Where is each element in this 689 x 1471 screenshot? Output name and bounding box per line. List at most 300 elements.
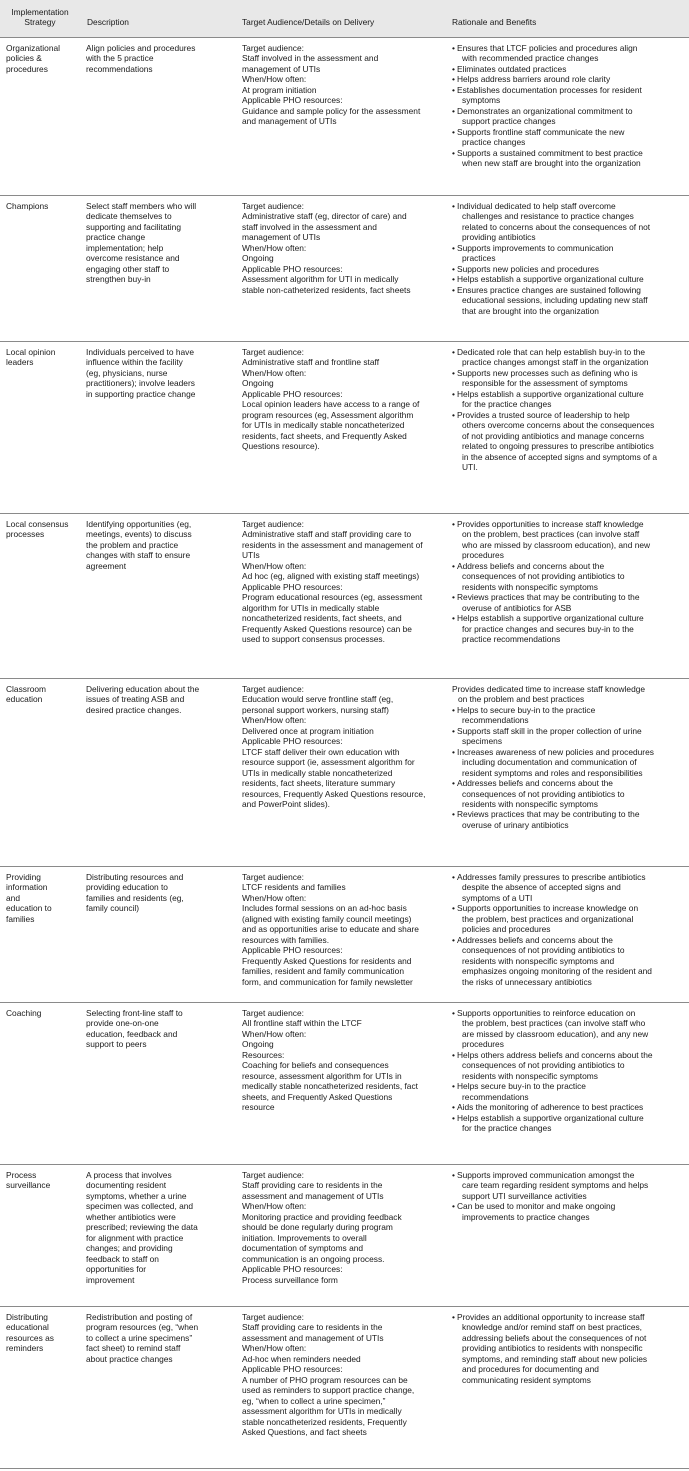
- strategy-cell: [0, 1003, 80, 1164]
- rationale-item: [452, 1008, 686, 1050]
- rationale-line: • Reviews practices that may be contributing to the: [452, 592, 686, 602]
- table-row: [0, 514, 689, 679]
- strategy-cell-line: processes: [6, 529, 45, 540]
- target-cell-line: Target audience:: [242, 1312, 304, 1322]
- description-cell-line: about practice changes: [86, 1353, 173, 1364]
- rationale-line: for practice changes and secures buy-in to the: [462, 623, 634, 634]
- strategy-cell-line: families: [6, 913, 35, 924]
- rationale-line: • Eliminates outdated practices: [452, 64, 686, 74]
- rationale-line: • Supports improved communication amongst the: [452, 1170, 686, 1180]
- rationale-line: residents with nonspecific symptoms: [462, 1070, 598, 1081]
- rationale-line: the problem, best practices (can involve staff who: [462, 1018, 646, 1029]
- target-cell-line: Education would serve frontline staff (eg,: [242, 694, 394, 705]
- description-cell-line: families and residents (eg,: [86, 892, 184, 903]
- rationale-line: • Supports a sustained commitment to best practice: [452, 148, 686, 158]
- target-cell-line: management of UTIs: [242, 232, 321, 243]
- rationale-line: in the absence of accepted signs and symptoms of a: [462, 451, 658, 462]
- target-cell-line: UTIs in medically stable noncatheterized: [242, 767, 393, 778]
- target-cell-line: LTCF residents and families: [242, 882, 346, 893]
- strategy-cell: [0, 679, 80, 866]
- strategy-cell-line: procedures: [6, 63, 48, 74]
- header-rationale: Rationale and Benefits: [452, 17, 537, 27]
- target-cell-line: UTIs: [242, 550, 260, 561]
- rationale-line: • Demonstrates an organizational commitment to: [452, 106, 686, 116]
- rationale-line: Provides dedicated time to increase staff knowledge: [452, 684, 646, 694]
- strategy-cell-line: Champions: [6, 201, 49, 211]
- rationale-line: consequences of not providing antibiotics to: [462, 945, 625, 956]
- rationale-line: the risks of unnecessary antibiotics: [462, 976, 592, 987]
- rationale-line: of not providing antibiotics and manage concerns: [462, 430, 645, 441]
- rationale-line: support practice changes: [462, 116, 556, 127]
- table-header-row: [0, 0, 689, 38]
- description-cell: [80, 514, 236, 678]
- rationale-line: • Dedicated role that can help establish buy-in to the: [452, 347, 686, 357]
- target-cell-line: Target audience:: [242, 347, 304, 357]
- target-cell-line: Questions resource).: [242, 441, 320, 452]
- strategy-cell-line: Coaching: [6, 1008, 42, 1018]
- strategy-cell-line: Process: [6, 1170, 37, 1180]
- rationale-line: • Supports opportunities to reinforce education on: [452, 1008, 686, 1018]
- description-cell-line: program resources (eg, “when: [86, 1322, 199, 1333]
- target-cell-line: resources, Frequently Asked Questions resource,: [242, 788, 426, 799]
- rationale-line: despite the absence of accepted signs and: [462, 882, 621, 893]
- target-cell-line: All frontline staff within the LTCF: [242, 1018, 362, 1029]
- target-cell-line: program resources (eg, Assessment algorithm: [242, 409, 414, 420]
- strategy-cell-line: Local consensus: [6, 519, 69, 529]
- rationale-line: knowledge and/or remind staff on best practices,: [462, 1322, 643, 1333]
- description-cell: [80, 1165, 236, 1306]
- target-cell-line: Staff involved in the assessment and: [242, 53, 379, 64]
- target-cell-line: sheets, and Frequently Asked Questions: [242, 1091, 393, 1102]
- target-cell-line: Monitoring practice and providing feedback: [242, 1211, 402, 1222]
- rationale-line: practice changes amongst staff in the organization: [462, 357, 649, 368]
- target-cell-line: Coaching for beliefs and consequences: [242, 1060, 389, 1071]
- rationale-line: consequences of not providing antibiotics to: [462, 1060, 625, 1071]
- table-row: [0, 342, 689, 514]
- rationale-list: [452, 1312, 686, 1385]
- rationale-cell: [447, 342, 689, 513]
- rationale-line: challenges and resistance to practice changes: [462, 211, 634, 222]
- target-cell-line: Program educational resources (eg, assessment: [242, 592, 423, 603]
- header-strategy: [0, 0, 80, 37]
- strategy-cell-line: Local opinion: [6, 347, 56, 357]
- description-cell-line: recommendations: [86, 63, 153, 74]
- rationale-line: recommendations: [462, 1091, 529, 1102]
- rationale-line: • Address beliefs and concerns about the: [452, 561, 686, 571]
- target-cell-line: Target audience:: [242, 519, 304, 529]
- rationale-line: consequences of not providing antibiotics to: [462, 788, 625, 799]
- target-cell: [236, 514, 447, 678]
- table-row: [0, 196, 689, 342]
- target-cell-line: residents in the assessment and management of: [242, 539, 423, 550]
- description-cell-line: in supporting practice change: [86, 388, 196, 399]
- description-cell-line: documenting resident: [86, 1180, 167, 1191]
- rationale-line: practice changes: [462, 137, 526, 148]
- rationale-line: • Supports improvements to communication: [452, 243, 686, 253]
- rationale-line: specimens: [462, 736, 503, 747]
- rationale-line: • Addresses beliefs and concerns about the: [452, 778, 686, 788]
- rationale-item: [452, 684, 686, 705]
- rationale-line: responsible for the assessment of symptoms: [462, 378, 628, 389]
- target-cell-line: Applicable PHO resources:: [242, 95, 343, 106]
- rationale-line: • Supports new processes such as defining who is: [452, 368, 686, 378]
- strategy-cell: [0, 342, 80, 513]
- description-cell-line: desired practice changes.: [86, 704, 182, 715]
- rationale-list: [452, 43, 686, 168]
- strategy-cell-line: Organizational: [6, 43, 61, 53]
- rationale-line: including documentation and communication of: [462, 757, 637, 768]
- target-cell-line: stable non-catheterized residents, fact sheets: [242, 284, 411, 295]
- rationale-line: • Helps secure buy-in to the practice: [452, 1081, 686, 1091]
- rationale-list: [452, 201, 686, 316]
- description-cell-line: feedback to staff on: [86, 1253, 159, 1264]
- description-cell-line: meetings, events) to discuss: [86, 529, 192, 540]
- rationale-item: [452, 389, 686, 410]
- description-cell-line: education, feedback and: [86, 1028, 178, 1039]
- rationale-line: recommendations: [462, 715, 529, 726]
- description-cell-line: practice change: [86, 232, 146, 243]
- rationale-item: [452, 1201, 686, 1222]
- rationale-line: improvements to practice changes: [462, 1211, 590, 1222]
- rationale-line: • Helps establish a supportive organizational culture: [452, 1113, 686, 1123]
- rationale-cell: [447, 679, 689, 866]
- target-cell-line: algorithm for UTIs in medically stable: [242, 602, 380, 613]
- rationale-line: • Individual dedicated to help staff overcome: [452, 201, 686, 211]
- rationale-line: consequences of not providing antibiotics to: [462, 571, 625, 582]
- description-cell-line: symptoms, whether a urine: [86, 1190, 187, 1201]
- target-cell-line: When/How often:: [242, 1343, 307, 1354]
- rationale-line: • Provides an additional opportunity to increase staff: [452, 1312, 686, 1322]
- target-cell-line: Applicable PHO resources:: [242, 736, 343, 747]
- description-cell-line: supporting and facilitating: [86, 221, 181, 232]
- target-cell-line: Frequently Asked Questions for residents and: [242, 955, 412, 966]
- rationale-line: addressing beliefs about the consequences of not: [462, 1332, 647, 1343]
- target-cell: [236, 1003, 447, 1164]
- rationale-cell: [447, 38, 689, 195]
- target-cell-line: assessment and management of UTIs: [242, 1190, 384, 1201]
- rationale-list: [452, 1008, 686, 1133]
- target-cell-line: Administrative staff (eg, director of care) and: [242, 211, 407, 222]
- rationale-item: [452, 201, 686, 243]
- rationale-item: [452, 778, 686, 809]
- target-cell-line: families, resident and family communication: [242, 966, 404, 977]
- rationale-cell: [447, 867, 689, 1002]
- description-cell-line: strengthen buy-in: [86, 274, 151, 285]
- rationale-line: • Supports new policies and procedures: [452, 264, 686, 274]
- rationale-item: [452, 1113, 686, 1134]
- rationale-line: • Supports opportunities to increase knowledge on: [452, 903, 686, 913]
- target-cell-line: Asked Questions, and fact sheets: [242, 1426, 367, 1437]
- rationale-item: [452, 1050, 686, 1081]
- rationale-list: [452, 347, 686, 472]
- rationale-item: [452, 809, 686, 830]
- rationale-line: practice recommendations: [462, 633, 561, 644]
- rationale-item: [452, 243, 686, 264]
- target-cell-line: noncatheterized residents, fact sheets, and: [242, 613, 402, 624]
- rationale-line: residents with nonspecific symptoms and: [462, 955, 615, 966]
- target-cell-line: Ad hoc (eg, aligned with existing staff meetings): [242, 571, 420, 582]
- target-cell-line: Guidance and sample policy for the assessment: [242, 105, 421, 116]
- rationale-item: [452, 127, 686, 148]
- target-cell-line: initiation. Improvements to overall: [242, 1232, 367, 1243]
- table-row: [0, 1003, 689, 1165]
- target-cell-line: Target audience:: [242, 872, 304, 882]
- table-body: [0, 38, 689, 1469]
- description-cell-line: improvement: [86, 1274, 135, 1285]
- target-cell-line: Applicable PHO resources:: [242, 945, 343, 956]
- description-cell: [80, 1307, 236, 1468]
- description-cell-line: opportunities for: [86, 1264, 147, 1275]
- rationale-line: symptoms of a UTI: [462, 892, 533, 903]
- target-cell-line: Administrative staff and frontline staff: [242, 357, 380, 368]
- rationale-item: [452, 1170, 686, 1201]
- rationale-line: resident symptoms and roles and responsibilities: [462, 767, 643, 778]
- description-cell: [80, 867, 236, 1002]
- rationale-list: [452, 1170, 686, 1222]
- rationale-item: [452, 410, 686, 473]
- table-row: [0, 38, 689, 196]
- strategy-cell-line: education to: [6, 903, 52, 914]
- rationale-line: for the practice changes: [462, 1122, 552, 1133]
- rationale-line: • Helps to secure buy-in to the practice: [452, 705, 686, 715]
- rationale-line: symptoms: [462, 95, 501, 106]
- strategy-cell-line: policies &: [6, 53, 42, 64]
- header-target: Target Audience/Details on Delivery: [242, 17, 375, 27]
- strategy-cell-line: leaders: [6, 357, 34, 368]
- target-cell-line: Local opinion leaders have access to a range of: [242, 399, 420, 410]
- target-cell-line: Applicable PHO resources:: [242, 263, 343, 274]
- target-cell-line: should be done regularly during program: [242, 1222, 393, 1233]
- target-cell-line: staff involved in the assessment and: [242, 221, 377, 232]
- target-cell-line: eg, “when to collect a urine specimen,”: [242, 1395, 386, 1406]
- target-cell-line: and management of UTIs: [242, 116, 337, 127]
- header-description: Description: [87, 17, 129, 27]
- target-cell-line: Target audience:: [242, 684, 304, 694]
- target-cell-line: When/How often:: [242, 74, 307, 85]
- rationale-item: [452, 726, 686, 747]
- target-cell-line: Target audience:: [242, 201, 304, 211]
- target-cell-line: used to support consensus processes.: [242, 633, 385, 644]
- strategy-cell: [0, 38, 80, 195]
- rationale-item: [452, 747, 686, 778]
- target-cell-line: Applicable PHO resources:: [242, 581, 343, 592]
- description-cell: [80, 1003, 236, 1164]
- rationale-item: [452, 64, 686, 74]
- strategy-cell-line: Distributing: [6, 1312, 48, 1322]
- description-cell-line: for alignment with practice: [86, 1232, 184, 1243]
- strategy-cell-line: educational: [6, 1322, 49, 1333]
- rationale-cell: [447, 1003, 689, 1164]
- target-cell-line: When/How often:: [242, 1201, 307, 1212]
- rationale-line: on the problem, best practices (can involve staff: [462, 529, 640, 540]
- strategy-cell: [0, 514, 80, 678]
- target-cell-line: form, and communication for family newsletter: [242, 976, 413, 987]
- target-cell-line: used as reminders to support practice change,: [242, 1385, 415, 1396]
- target-cell-line: resource support (ie, assessment algorithm for: [242, 757, 415, 768]
- strategy-cell: [0, 1165, 80, 1306]
- rationale-item: [452, 519, 686, 561]
- description-cell: [80, 196, 236, 341]
- target-cell-line: When/How often:: [242, 242, 307, 253]
- rationale-line: • Addresses beliefs and concerns about the: [452, 935, 686, 945]
- strategy-cell-line: education: [6, 694, 43, 705]
- rationale-item: [452, 347, 686, 368]
- target-cell-line: Target audience:: [242, 43, 304, 53]
- rationale-line: support UTI surveillance activities: [462, 1190, 587, 1201]
- rationale-line: are missed by classroom education), and any new: [462, 1028, 649, 1039]
- header-strategy-line: Implementation: [11, 7, 69, 17]
- rationale-line: emphasizes ongoing monitoring of the resident and: [462, 966, 652, 977]
- target-cell-line: Delivered once at program initiation: [242, 725, 374, 736]
- description-cell-line: Selecting front-line staff to: [86, 1008, 183, 1018]
- target-cell-line: Applicable PHO resources:: [242, 1364, 343, 1375]
- description-cell-line: provide one-on-one: [86, 1018, 159, 1029]
- description-cell-line: Distributing resources and: [86, 872, 184, 882]
- target-cell-line: management of UTIs: [242, 63, 321, 74]
- target-cell: [236, 196, 447, 341]
- target-cell-line: resources with families.: [242, 934, 330, 945]
- rationale-line: providing antibiotics: [462, 232, 536, 243]
- target-cell-line: Applicable PHO resources:: [242, 388, 343, 399]
- target-cell-line: for UTIs in medically stable noncatheterized: [242, 420, 405, 431]
- rationale-item: [452, 85, 686, 106]
- description-cell-line: Select staff members who will: [86, 201, 197, 211]
- strategy-cell-line: information: [6, 882, 48, 893]
- rationale-line: related to ongoing pressures to prescribe antibiotics: [462, 441, 654, 452]
- target-cell: [236, 1165, 447, 1306]
- strategy-cell-line: Classroom: [6, 684, 47, 694]
- table-row: [0, 1307, 689, 1469]
- rationale-line: • Supports frontline staff communicate the new: [452, 127, 686, 137]
- rationale-line: • Helps establish a supportive organizational culture: [452, 613, 686, 623]
- description-cell-line: support to peers: [86, 1039, 147, 1050]
- rationale-cell: [447, 1165, 689, 1306]
- target-cell-line: and PowerPoint slides).: [242, 798, 330, 809]
- target-cell-line: Ongoing: [242, 253, 274, 264]
- target-cell-line: Ad-hoc when reminders needed: [242, 1353, 361, 1364]
- rationale-line: communicating resident symptoms: [462, 1374, 591, 1385]
- rationale-line: others overcome concerns about the consequences: [462, 420, 655, 431]
- description-cell-line: Identifying opportunities (eg,: [86, 519, 192, 529]
- rationale-line: • Reviews practices that may be contributing to the: [452, 809, 686, 819]
- rationale-item: [452, 264, 686, 274]
- rationale-line: UTI.: [462, 461, 478, 472]
- strategy-cell: [0, 1307, 80, 1468]
- description-cell: [80, 342, 236, 513]
- target-cell-line: Frequently Asked Questions resource) can be: [242, 623, 412, 634]
- strategy-cell-line: and: [6, 892, 20, 903]
- table-row: [0, 1165, 689, 1307]
- description-cell-line: with the 5 practice: [86, 53, 154, 64]
- rationale-line: • Helps others address beliefs and concerns about the: [452, 1050, 686, 1060]
- description-cell-line: dedicate themselves to: [86, 211, 172, 222]
- target-cell-line: personal support workers, nursing staff): [242, 704, 389, 715]
- rationale-line: practices: [462, 253, 496, 264]
- description-cell-line: issues of treating ASB and: [86, 694, 185, 705]
- description-cell-line: prescribed; reviewing the data: [86, 1222, 198, 1233]
- target-cell-line: residents, fact sheets, and Frequently Asked: [242, 430, 407, 441]
- target-cell-line: medically stable noncatheterized residents, fact: [242, 1081, 418, 1092]
- description-cell-line: practitioners); involve leaders: [86, 378, 195, 389]
- target-cell-line: When/How often:: [242, 1028, 307, 1039]
- target-cell-line: Process surveillance form: [242, 1274, 338, 1285]
- target-cell-line: A number of PHO program resources can be: [242, 1374, 408, 1385]
- rationale-line: procedures: [462, 550, 504, 561]
- rationale-line: the problem, best practices and organizational: [462, 913, 634, 924]
- rationale-line: • Increases awareness of new policies and procedures: [452, 747, 686, 757]
- rationale-line: and procedures for documenting and: [462, 1364, 599, 1375]
- description-cell-line: (eg, physicians, nurse: [86, 367, 168, 378]
- rationale-item: [452, 872, 686, 903]
- target-cell: [236, 679, 447, 866]
- rationale-line: • Can be used to monitor and make ongoing: [452, 1201, 686, 1211]
- target-cell-line: (aligned with existing family council meetings): [242, 913, 412, 924]
- rationale-item: [452, 903, 686, 934]
- target-cell-line: stable noncatheterized residents, Frequently: [242, 1416, 407, 1427]
- description-cell-line: providing education to: [86, 882, 168, 893]
- description-cell-line: fact sheet) to remind staff: [86, 1343, 181, 1354]
- description-cell-line: family council): [86, 903, 140, 914]
- target-cell-line: Resources:: [242, 1049, 285, 1060]
- rationale-cell: [447, 514, 689, 678]
- rationale-item: [452, 74, 686, 84]
- target-cell-line: When/How often:: [242, 367, 307, 378]
- rationale-line: procedures: [462, 1039, 504, 1050]
- target-cell-line: residents, fact sheets, literature summary: [242, 778, 396, 789]
- description-cell-line: to collect a urine specimens”: [86, 1332, 193, 1343]
- target-cell-line: Includes formal sessions on an ad-hoc basis: [242, 903, 407, 914]
- target-cell: [236, 1307, 447, 1468]
- rationale-line: with recommended practice changes: [462, 53, 599, 64]
- description-cell-line: engaging other staff to: [86, 263, 170, 274]
- target-cell-line: resource: [242, 1102, 275, 1113]
- rationale-item: [452, 274, 686, 284]
- rationale-item: [452, 1081, 686, 1102]
- description-cell-line: changes; and providing: [86, 1243, 173, 1254]
- target-cell-line: resource, assessment algorithm for UTIs in: [242, 1070, 402, 1081]
- target-cell-line: Target audience:: [242, 1170, 304, 1180]
- rationale-line: related to concerns about the consequences of not: [462, 221, 651, 232]
- description-cell: [80, 679, 236, 866]
- rationale-item: [452, 935, 686, 987]
- rationale-list: [452, 684, 686, 830]
- rationale-item: [452, 1312, 686, 1385]
- target-cell: [236, 38, 447, 195]
- description-cell: [80, 38, 236, 195]
- rationale-line: • Establishes documentation processes for resident: [452, 85, 686, 95]
- rationale-line: residents with nonspecific symptoms: [462, 581, 598, 592]
- description-cell-line: whether antibiotics were: [86, 1211, 176, 1222]
- rationale-line: when new staff are brought into the organization: [462, 157, 641, 168]
- rationale-list: [452, 872, 686, 987]
- rationale-line: providing antibiotics to residents with nonspecific: [462, 1343, 643, 1354]
- target-cell-line: and as opportunities arise to educate and share: [242, 924, 419, 935]
- target-cell: [236, 867, 447, 1002]
- rationale-item: [452, 43, 686, 64]
- target-cell-line: Ongoing: [242, 378, 274, 389]
- rationale-cell: [447, 1307, 689, 1468]
- target-cell-line: When/How often:: [242, 560, 307, 571]
- target-cell-line: documentation of symptoms and: [242, 1243, 364, 1254]
- rationale-item: [452, 561, 686, 592]
- rationale-line: • Addresses family pressures to prescribe antibiotics: [452, 872, 686, 882]
- rationale-line: • Provides opportunities to increase staff knowledge: [452, 519, 686, 529]
- rationale-line: • Supports staff skill in the proper collection of urine: [452, 726, 686, 736]
- rationale-item: [452, 592, 686, 613]
- header-strategy-line: Strategy: [24, 17, 56, 28]
- strategy-cell-line: resources as: [6, 1332, 54, 1343]
- description-cell-line: specimen was collected, and: [86, 1201, 194, 1212]
